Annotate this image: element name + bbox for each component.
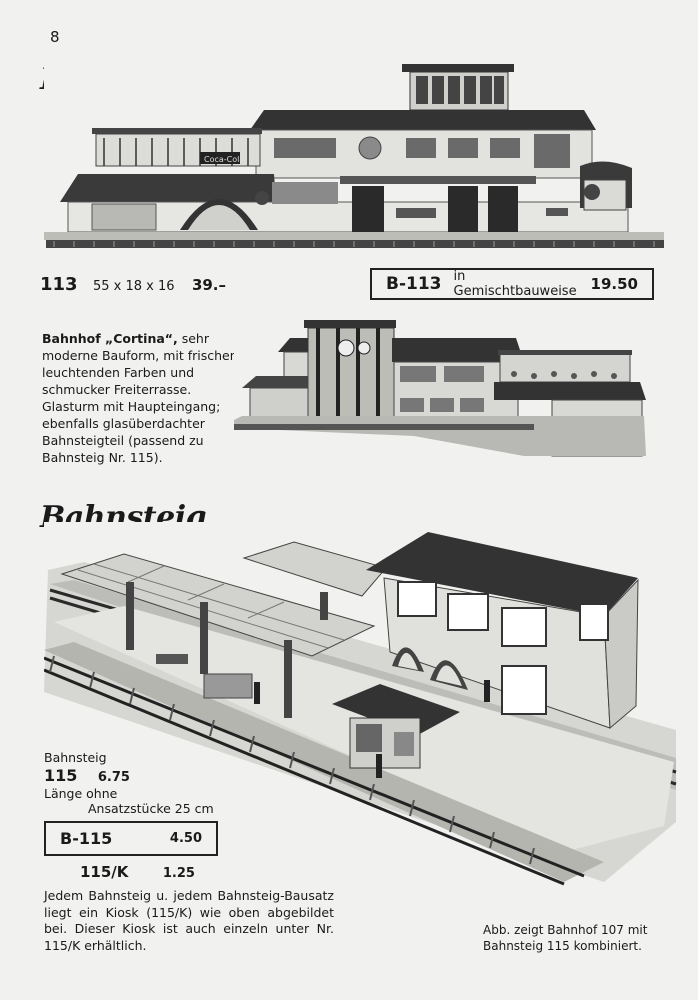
kiosk-number: 115/K xyxy=(80,863,129,881)
product-price: 39.– xyxy=(191,276,227,294)
product-dimensions: 55 x 18 x 16 xyxy=(92,279,175,294)
kit-price: 4.50 xyxy=(169,831,202,846)
product-line-115 xyxy=(44,766,130,785)
product-line-113 xyxy=(40,274,226,295)
description-text: sehr moderne Bauform, mit frischen leuchtenden Farben und schmucker Freiterrasse. Glasturm mit Haupteingang; ebenfalls glasüberdachter Bahnsteigteil (passend zu Bahnsteig Nr. 115). xyxy=(42,331,238,465)
kit-code: B-115 xyxy=(60,829,113,848)
station-cortina-photo-rear xyxy=(234,316,650,462)
kiosk-description: Jedem Bahnsteig u. jedem Bahnsteig-Bausatz liegt ein Kiosk (115/K) wie oben abgebildet bei. Dieser Kiosk ist auch einzeln unter Nr. 115/K erhältlich. xyxy=(44,888,334,953)
product-number: 115 xyxy=(44,766,78,785)
length-line-1: Länge ohne xyxy=(44,786,118,801)
cortina-description xyxy=(42,330,242,466)
kit-box-b115 xyxy=(44,821,218,856)
figure-caption: Abb. zeigt Bahnhof 107 mit Bahnsteig 115 kombiniert. xyxy=(483,923,648,953)
length-line-2: Ansatzstücke 25 cm xyxy=(88,801,214,816)
section-title-bahnsteig: Bahnsteig xyxy=(40,500,207,535)
platform-label: Bahnsteig xyxy=(44,750,107,765)
description-name: Bahnhof „Cortina“, xyxy=(42,331,178,346)
kiosk-price: 1.25 xyxy=(162,866,195,881)
page-number: 8 xyxy=(50,28,60,46)
station-cortina-photo-front xyxy=(44,58,668,254)
coca-cola-sign: Coca-Cola xyxy=(204,155,245,164)
product-line-kiosk xyxy=(80,863,195,881)
kit-description: in Gemischtbauweise xyxy=(453,269,577,299)
kit-price: 19.50 xyxy=(590,275,638,293)
kit-box-b113 xyxy=(370,268,654,300)
product-number: 113 xyxy=(40,274,78,295)
product-price: 6.75 xyxy=(97,770,130,785)
kit-code: B-113 xyxy=(386,274,442,294)
section-title-cortina: Bahnhof „Cortina“ xyxy=(40,62,346,97)
